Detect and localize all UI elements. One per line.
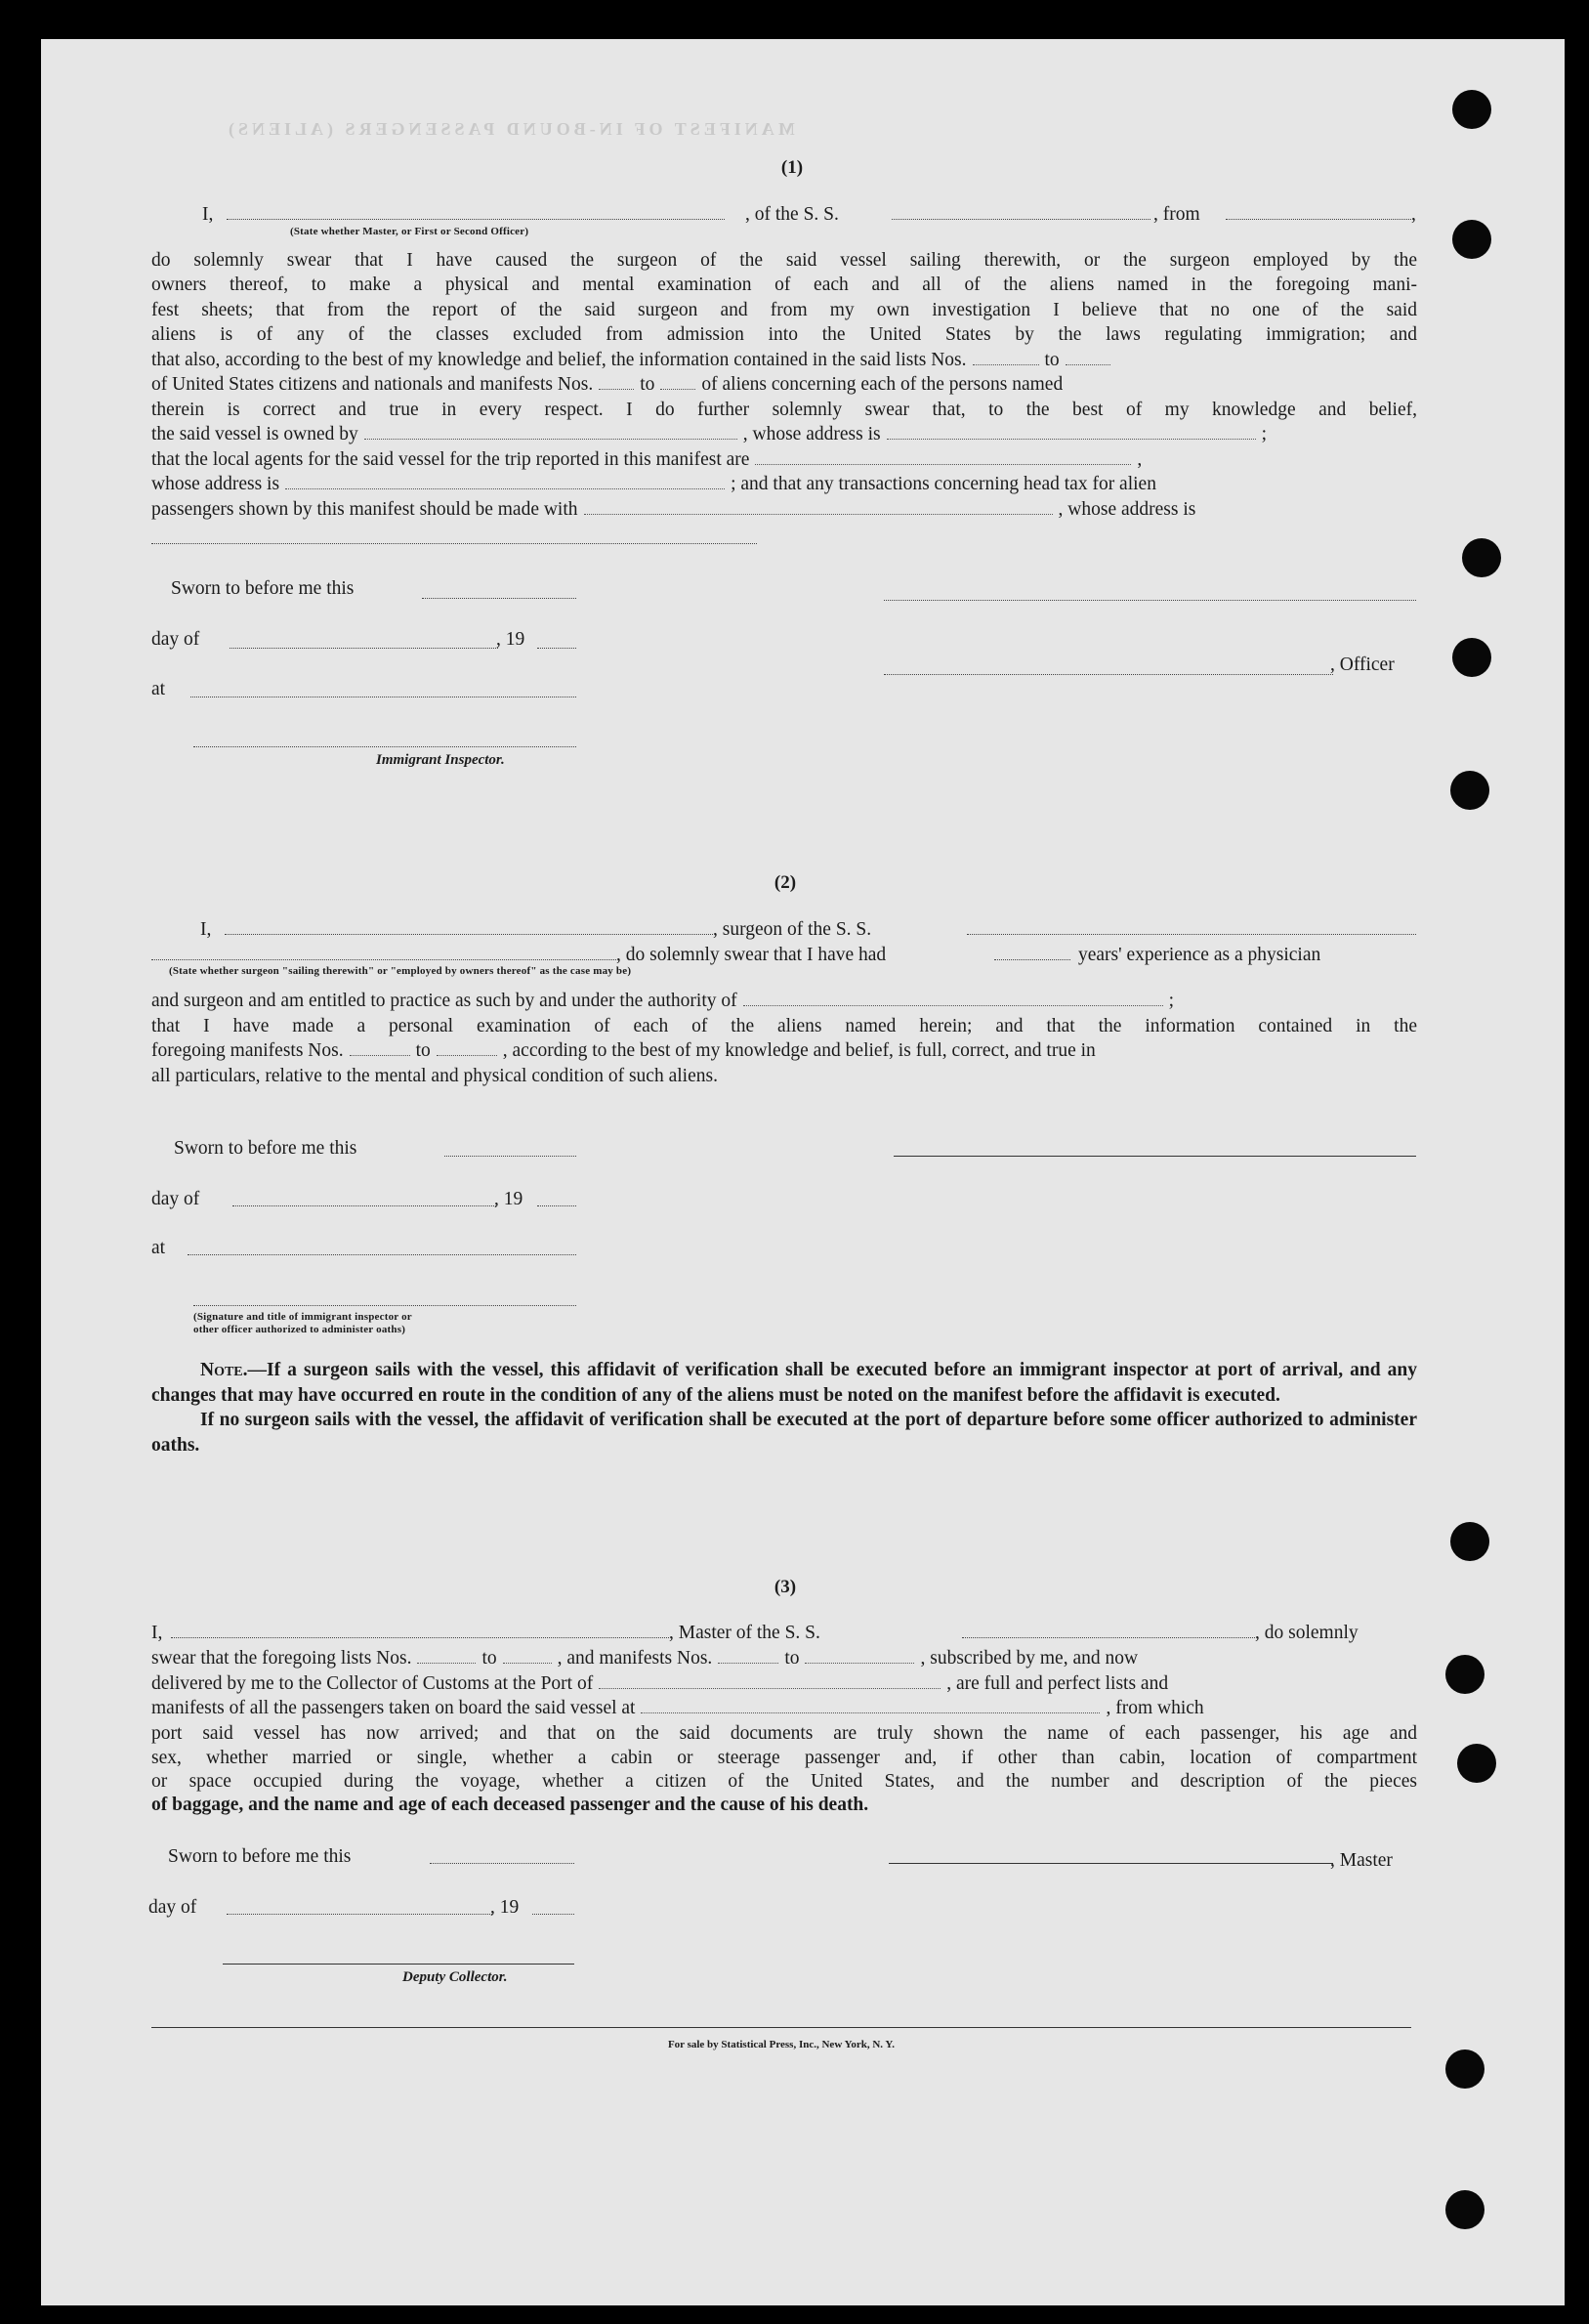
collector-signature-field[interactable] <box>223 1964 574 1965</box>
nationals-text-2: of aliens concerning each of the persons named <box>701 374 1064 395</box>
sworn-text: Sworn to before me this <box>171 578 355 599</box>
month-field[interactable] <box>227 1914 492 1915</box>
agents-address-line <box>151 472 1156 497</box>
from-which-text: , from which <box>1106 1698 1204 1718</box>
owner-field[interactable] <box>364 423 737 440</box>
passengers-address-text: , whose address is <box>1058 499 1196 520</box>
passengers-line <box>151 497 1195 523</box>
manifests-to-field[interactable] <box>660 373 695 390</box>
swear-text: , do solemnly swear that I have had <box>616 945 887 965</box>
years-text: years' experience as a physician <box>1078 945 1321 965</box>
from-port-field[interactable] <box>1226 219 1411 220</box>
signature-caption: other officer authorized to administer oaths) <box>193 1324 406 1335</box>
binder-hole <box>1450 771 1489 810</box>
manifests-from-field[interactable] <box>350 1039 410 1056</box>
foregoing-text: foregoing manifests Nos. <box>151 1040 344 1061</box>
year-text: , 19 <box>490 1897 520 1918</box>
lists-from-field[interactable] <box>973 349 1039 365</box>
to-label: to <box>481 1648 497 1669</box>
years-field[interactable] <box>994 959 1070 960</box>
ship-name-field[interactable] <box>962 1637 1255 1638</box>
particulars-line: all particulars, relative to the mental and physical condition of such aliens. <box>151 1066 718 1086</box>
owner-address-field[interactable] <box>887 423 1256 440</box>
printer-imprint: For sale by Statistical Press, Inc., New York, N. Y. <box>667 2039 896 2050</box>
year-field[interactable] <box>532 1914 574 1915</box>
month-field[interactable] <box>232 1205 496 1206</box>
surgeon-note <box>151 1358 1417 1458</box>
surgeon-signature-field[interactable] <box>894 1156 1416 1157</box>
master-signature-field[interactable] <box>889 1863 1333 1864</box>
binder-hole <box>1445 1655 1484 1694</box>
sworn-day-field[interactable] <box>422 598 576 599</box>
lists-text: swear that the foregoing lists Nos. <box>151 1648 412 1669</box>
binder-hole <box>1457 1744 1496 1783</box>
lists-line <box>151 1646 1138 1671</box>
binder-hole <box>1445 2049 1484 2089</box>
oath-lists-line <box>151 348 1116 373</box>
binder-hole <box>1452 220 1491 259</box>
text-I: I, <box>200 919 212 940</box>
master-caption: (State whether Master, or First or Second Officer) <box>290 226 529 237</box>
master-label: , Master <box>1330 1850 1393 1871</box>
ship-name-field[interactable] <box>892 219 1150 220</box>
delivered-text: delivered by me to the Collector of Customs at the Port of <box>151 1673 594 1694</box>
oath-line: therein is correct and true in every respect. I do further solemnly swear that, to the best of my knowledge and belief, <box>151 400 1417 420</box>
day-of-text: day of <box>151 1189 200 1209</box>
section-number: (1) <box>780 157 804 178</box>
binder-hole <box>1462 538 1501 577</box>
manifests-from-field[interactable] <box>718 1647 778 1664</box>
section-number: (3) <box>774 1577 797 1597</box>
owned-line <box>151 422 1267 447</box>
day-of-text: day of <box>151 629 200 650</box>
subscribed-text: , subscribed by me, and now <box>920 1648 1139 1669</box>
year-text: , 19 <box>496 629 525 650</box>
agents-text: that the local agents for the said vessel for the trip reported in this manifest are <box>151 449 750 470</box>
to-label: to <box>784 1648 800 1669</box>
address-text: whose address is <box>151 474 280 494</box>
to-label: to <box>640 374 655 395</box>
agents-line <box>151 447 1142 473</box>
perfect-lists-text: , are full and perfect lists and <box>946 1673 1169 1694</box>
at-place-field[interactable] <box>188 1254 576 1255</box>
binder-hole <box>1452 638 1491 677</box>
manifests-from-field[interactable] <box>599 373 634 390</box>
year-field[interactable] <box>537 1205 576 1206</box>
surgeon-ship-field[interactable] <box>967 934 1416 935</box>
officer-signature-field[interactable] <box>193 1305 576 1306</box>
authority-line <box>151 989 1174 1014</box>
at-text: at <box>151 679 166 699</box>
year-text: , 19 <box>494 1189 523 1209</box>
lists-to-field[interactable] <box>503 1647 552 1664</box>
officer-signature-top[interactable] <box>884 600 1416 601</box>
footer-rule <box>151 2027 1411 2028</box>
text-I: I, <box>151 1623 163 1643</box>
binder-hole <box>1450 1522 1489 1561</box>
manifests-to-field[interactable] <box>805 1647 914 1664</box>
oath-nationals-line <box>151 372 1063 398</box>
surgeon-name-field[interactable] <box>225 934 713 935</box>
officer-label: , Officer <box>1330 655 1395 675</box>
binder-hole <box>1445 2190 1484 2229</box>
oath-line: sex, whether married or single, whether a cabin or steerage passenger and, if other than cabin, location of compartment <box>151 1748 1417 1768</box>
month-field[interactable] <box>230 648 498 649</box>
at-text: at <box>151 1238 166 1258</box>
semicolon: ; <box>1168 991 1175 1011</box>
sworn-text: Sworn to before me this <box>168 1846 352 1867</box>
oath-line: aliens is of any of the classes excluded from admission into the United States by the laws regulating immigration; and <box>151 324 1417 345</box>
boarding-port-field[interactable] <box>641 1697 1100 1713</box>
immigrant-inspector-label: Immigrant Inspector. <box>376 752 505 768</box>
manifests-to-field[interactable] <box>437 1039 497 1056</box>
port-field[interactable] <box>599 1672 941 1689</box>
master-name-field[interactable] <box>171 1637 669 1638</box>
surgeon-of-ss: , surgeon of the S. S. <box>713 919 872 940</box>
head-tax-agent-field[interactable] <box>584 498 1053 515</box>
foregoing-text-2: , according to the best of my knowledge and belief, is full, correct, and true in <box>502 1040 1096 1061</box>
deputy-collector-label: Deputy Collector. <box>402 1969 508 1985</box>
manifests-text: , and manifests Nos. <box>557 1648 713 1669</box>
manifests-board-text: manifests of all the passengers taken on board the said vessel at <box>151 1698 636 1718</box>
comma: , <box>1137 449 1143 470</box>
year-field[interactable] <box>537 648 576 649</box>
lists-from-field[interactable] <box>417 1647 476 1664</box>
agents-address-field[interactable] <box>285 473 725 489</box>
passengers-text: passengers shown by this manifest should be made with <box>151 499 578 520</box>
oath-line: port said vessel has now arrived; and that on the said documents are truly shown the name of each passenger, his age and <box>151 1723 1417 1744</box>
note-label: Note. <box>200 1360 248 1380</box>
authority-text: and surgeon and am entitled to practice as such by and under the authority of <box>151 991 737 1011</box>
oath-line: or space occupied during the voyage, whether a citizen of the United States, and the number and description of the pieces <box>151 1771 1417 1792</box>
solemnly-text: , do solemnly <box>1255 1623 1359 1643</box>
inspector-signature-field[interactable] <box>193 746 576 747</box>
exam-line: that I have made a personal examination of each of the aliens named herein; and that the information contained in the <box>151 1016 1417 1036</box>
manifests-line <box>151 1696 1204 1721</box>
section-number: (2) <box>774 872 797 893</box>
sworn-day-field[interactable] <box>444 1156 576 1157</box>
oath-last-line: of baggage, and the name and age of each deceased passenger and the cause of his death. <box>151 1795 869 1815</box>
oath-lists-text: that also, according to the best of my knowledge and belief, the information contained in the said lists Nos. <box>151 350 967 370</box>
binder-hole <box>1452 90 1491 129</box>
note-text: —If a surgeon sails with the vessel, this affidavit of verification shall be executed before an immigrant inspector at port of arrival, and any changes that may have occurred en route in the condition of any of the aliens must be noted on the manifest before the affidavit is executed. <box>151 1360 1417 1406</box>
master-name-field[interactable] <box>227 219 725 220</box>
note-text-2: If no surgeon sails with the vessel, the affidavit of verification shall be executed at the port of departure before some officer authorized to administer oaths. <box>151 1410 1417 1456</box>
head-tax-address-field[interactable] <box>151 543 757 544</box>
bleed-through-header: MANIFEST OF IN-BOUND PASSENGERS (ALIENS) <box>225 119 795 139</box>
text-from: , from <box>1153 204 1200 225</box>
authority-field[interactable] <box>743 990 1163 1006</box>
nationals-text: of United States citizens and nationals and manifests Nos. <box>151 374 594 395</box>
master-of-ss: , Master of the S. S. <box>669 1623 820 1643</box>
owned-address-text: , whose address is <box>742 424 881 444</box>
surgeon-caption: (State whether surgeon "sailing therewith" or "employed by owners thereof" as the case may be) <box>169 965 632 977</box>
sworn-day-field[interactable] <box>430 1863 574 1864</box>
foregoing-line <box>151 1038 1096 1064</box>
agents-field[interactable] <box>755 448 1131 465</box>
lists-to-field[interactable] <box>1066 349 1110 365</box>
text-of-ss: , of the S. S. <box>745 204 839 225</box>
sworn-text: Sworn to before me this <box>174 1138 357 1159</box>
oath-line: do solemnly swear that I have caused the surgeon of the said vessel sailing therewith, or the surgeon employed by the <box>151 250 1417 271</box>
to-label: to <box>415 1040 431 1061</box>
to-label: to <box>1044 350 1060 370</box>
head-tax-text: ; and that any transactions concerning head tax for alien <box>731 474 1156 494</box>
officer-signature-field[interactable] <box>884 674 1333 675</box>
day-of-text: day of <box>148 1897 197 1918</box>
semicolon: ; <box>1261 424 1268 444</box>
surgeon-status-field[interactable] <box>151 959 616 960</box>
oath-line: fest sheets; that from the report of the said surgeon and from my own investigation I believe that no one of the said <box>151 300 1417 320</box>
owned-text: the said vessel is owned by <box>151 424 358 444</box>
signature-caption: (Signature and title of immigrant inspector or <box>193 1311 412 1323</box>
text-I: I, <box>202 204 214 225</box>
text-comma: , <box>1411 204 1416 225</box>
delivered-line <box>151 1671 1168 1697</box>
oath-line: owners thereof, to make a physical and mental examination of each and all of the aliens named in the foregoing mani- <box>151 275 1417 295</box>
